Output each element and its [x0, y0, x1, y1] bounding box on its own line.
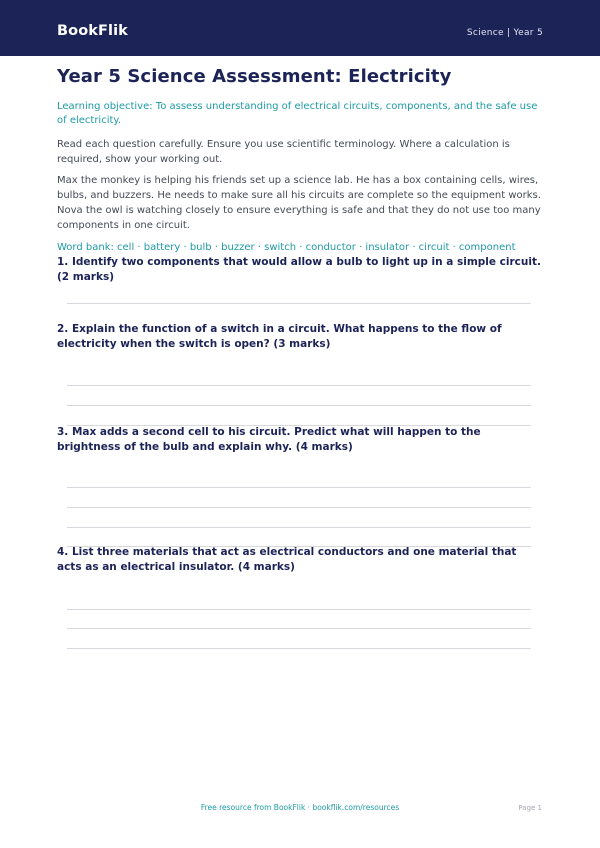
question-3: 3. Max adds a second cell to his circuit. Predict what will happen to the brightness of the bulb and explain why. (4 marks)	[57, 426, 481, 453]
question-1: 1. Identify two components that would allow a bulb to light up in a simple circuit. (2 marks)	[57, 256, 541, 283]
learning-objective: Learning objective: To assess understanding of electrical circuits, components, and the safe use of electricity.	[57, 101, 538, 126]
answer-line-q3-1[interactable]	[67, 487, 531, 488]
footer-resource-link[interactable]: Free resource from BookFlik · bookflik.com/resources	[200, 803, 400, 812]
answer-line-q2-2[interactable]	[67, 405, 531, 406]
page-number: Page 1	[518, 804, 542, 812]
answer-line-q3-2[interactable]	[67, 507, 531, 508]
word-bank: Word bank: cell · battery · bulb · buzzer · switch · conductor · insulator · circuit · component	[57, 242, 516, 253]
answer-line-q1-1[interactable]	[67, 303, 531, 304]
brand-logo: BookFlik	[57, 23, 128, 39]
answer-line-q3-3[interactable]	[67, 527, 531, 528]
answer-line-q4-1[interactable]	[67, 609, 531, 610]
scenario-text: Max the monkey is helping his friends set up a science lab. He has a box containing cells, wires, bulbs, and buzzers. He needs to make sure all his circuits are complete so the equipment works. Nova the owl is watching closely to ensure everything is safe and that they do not use too many components in one circuit.	[57, 175, 541, 231]
question-2: 2. Explain the function of a switch in a circuit. What happens to the flow of electricity when the switch is open? (3 marks)	[57, 323, 502, 350]
subject-year-label: Science | Year 5	[466, 28, 543, 38]
answer-line-q4-2[interactable]	[67, 628, 531, 629]
intro-section	[57, 66, 544, 255]
page-title: Year 5 Science Assessment: Electricity	[57, 66, 452, 87]
page-header	[0, 0, 600, 56]
answer-line-q2-1[interactable]	[67, 385, 531, 386]
answer-line-q4-3[interactable]	[67, 648, 531, 649]
instructions-text: Read each question carefully. Ensure you use scientific terminology. Where a calculation is required, show your working out.	[57, 139, 510, 165]
question-4: 4. List three materials that act as electrical conductors and one material that acts as an electrical insulator. (4 marks)	[57, 546, 517, 573]
